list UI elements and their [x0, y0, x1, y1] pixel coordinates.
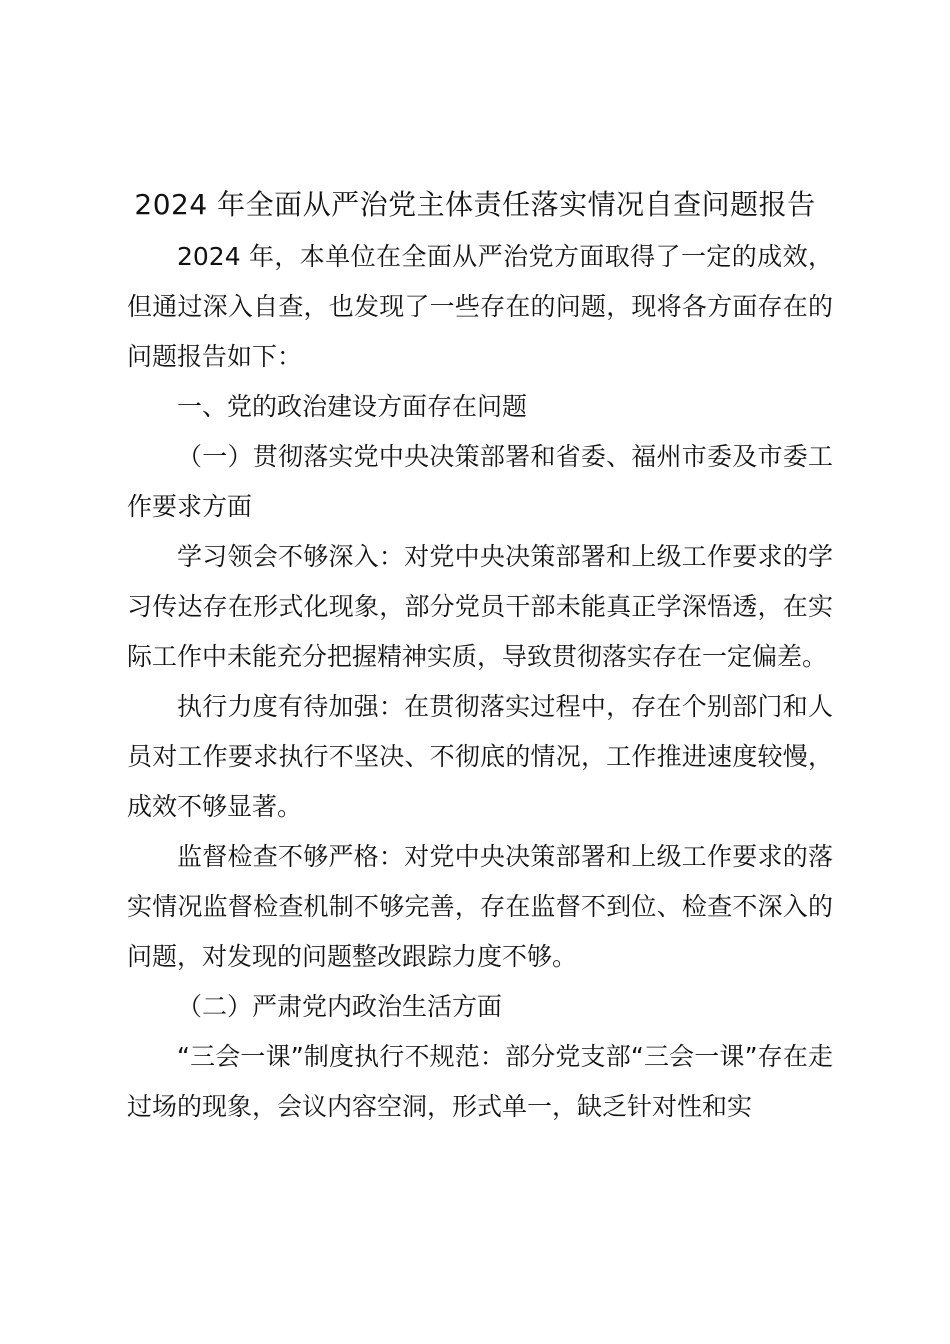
paragraph-three-meetings: “三会一课”制度执行不规范：部分党支部“三会一课”存在走过场的现象，会议内容空洞，形式单一，缺乏针对性和实	[127, 1042, 833, 1121]
section-heading-1: 一、党的政治建设方面存在问题	[177, 392, 528, 421]
paragraph-supervision: 监督检查不够严格：对党中央决策部署和上级工作要求的落实情况监督检查机制不够完善，存在监督不到位、检查不深入的问题，对发现的问题整改跟踪力度不够。	[127, 842, 833, 971]
subsection-heading-2: （二）严肃党内政治生活方面	[177, 992, 503, 1021]
document-body	[127, 232, 833, 1132]
paragraph-study: 学习领会不够深入：对党中央决策部署和上级工作要求的学习传达存在形式化现象，部分党员干部未能真正学深悟透，在实际工作中未能充分把握精神实质，导致贯彻落实存在一定偏差。	[127, 542, 833, 671]
subsection-heading-1: （一）贯彻落实党中央决策部署和省委、福州市委及市委工作要求方面	[127, 442, 833, 521]
document-title: 2024 年全面从严治党主体责任落实情况自查问题报告	[134, 188, 816, 221]
intro-paragraph: 2024 年，本单位在全面从严治党方面取得了一定的成效，但通过深入自查，也发现了一些存在的问题，现将各方面存在的问题报告如下：	[127, 242, 833, 371]
paragraph-execution: 执行力度有待加强：在贯彻落实过程中，存在个别部门和人员对工作要求执行不坚决、不彻底的情况，工作推进速度较慢，成效不够显著。	[127, 692, 833, 821]
